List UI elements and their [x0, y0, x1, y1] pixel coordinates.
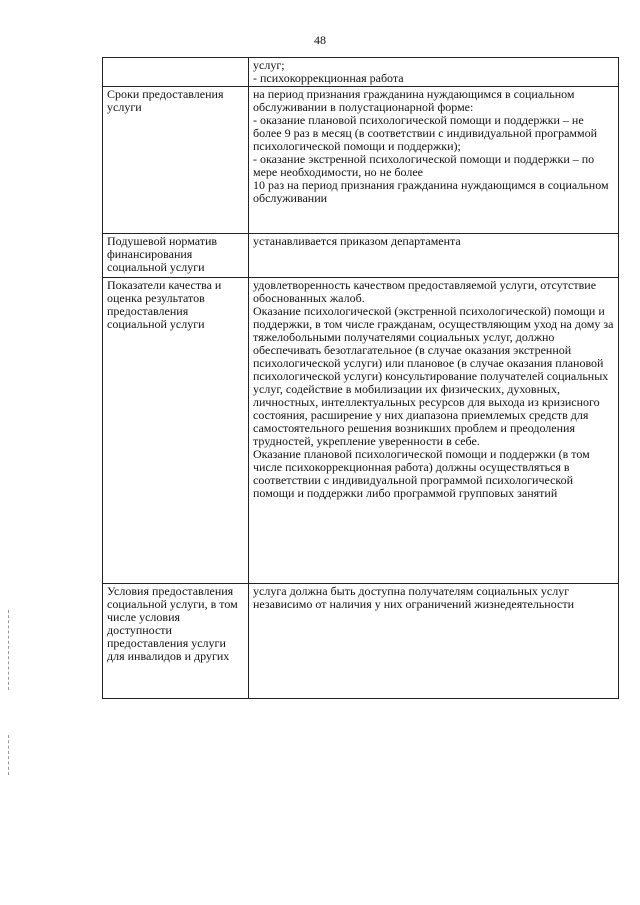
row-name-cell: Сроки предоставления услуги	[103, 87, 249, 234]
row-value-cell	[249, 278, 619, 584]
value-line: услуга должна быть доступна получателям социальных услуг независимо от наличия у них ограничений жизнедеятельности	[253, 584, 575, 611]
value-line: Оказание психологической (экстренной психологической) помощи и поддержки, в том числе гражданам, осуществляющим уход на дому за тяжелобольными получателями социальных услуг, должно обеспечивать безотлагательное (в случае оказания экстренной психологической услуги) или плановое (в случае оказания плановой психологической услуги) консультирование получателей социальных услуг, содействие в мобилизации их физических, духовных, личностных, интеллектуальных ресурсов для выхода из кризисного состояния, расширение у них диапазона приемлемых средств для самостоятельного решения возникших проблем и преодоления трудностей, укрепление уверенности в себе.	[253, 304, 614, 448]
value-line: - оказание плановой психологической помощи и поддержки – не более 9 раз в месяц (в соответствии с индивидуальной программой психологической помощи и поддержки);	[253, 113, 598, 153]
row-name-cell: Подушевой норматив финансирования социальной услуги	[103, 234, 249, 278]
service-standard-table	[102, 57, 619, 699]
value-line: на период признания гражданина нуждающимся в социальном обслуживании в полустационарной форме:	[253, 87, 575, 114]
value-line: - психокоррекционная работа	[253, 71, 404, 85]
value-line: 10 раз на период признания гражданина нуждающимся в социальном обслуживании	[253, 178, 609, 205]
table-row	[103, 584, 619, 699]
scan-edge-mark-top	[8, 610, 10, 690]
value-line: услуг;	[253, 58, 285, 72]
table-row	[103, 58, 619, 87]
table-row	[103, 87, 619, 234]
table-row	[103, 278, 619, 584]
row-name-cell: Условия предоставления социальной услуги, в том числе условия доступности предоставления услуги для инвалидов и других	[103, 584, 249, 699]
row-name-cell	[103, 58, 249, 87]
scan-edge-mark-bottom	[8, 735, 10, 775]
row-value-cell	[249, 584, 619, 699]
value-line: удовлетворенность качеством предоставляемой услуги, отсутствие обоснованных жалоб.	[253, 278, 597, 305]
row-value-cell	[249, 58, 619, 87]
table-row	[103, 234, 619, 278]
row-value-cell	[249, 87, 619, 234]
row-value-cell	[249, 234, 619, 278]
row-name-cell: Показатели качества и оценка результатов предоставления социальной услуги	[103, 278, 249, 584]
page-number: 48	[314, 33, 326, 47]
value-line: Оказание плановой психологической помощи и поддержки (в том числе психокоррекционная работа) должны осуществляться в соответствии с индивидуальной программой психологической помощи и поддержки либо программой групповых занятий	[253, 447, 590, 500]
value-line: - оказание экстренной психологической помощи и поддержки – по мере необходимости, но не более	[253, 152, 595, 179]
value-line: устанавливается приказом департамента	[253, 234, 461, 248]
